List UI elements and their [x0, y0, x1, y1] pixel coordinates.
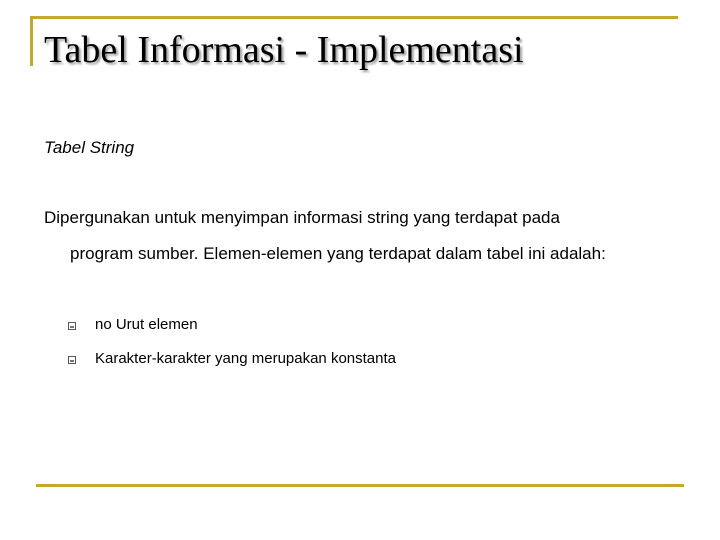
frame-bottom-rule [36, 484, 684, 487]
list-item [68, 314, 396, 335]
paragraph-line-2: program sumber. Elemen-elemen yang terdapat dalam tabel ini adalah: [70, 244, 606, 263]
list-item [68, 348, 396, 369]
square-bullet-icon [68, 356, 76, 364]
frame-top-rule [30, 16, 678, 19]
list-item-text: no Urut elemen [95, 316, 198, 333]
bullet-list [68, 314, 396, 382]
list-item-text: Karakter-karakter yang merupakan konstanta [95, 350, 396, 367]
slide-subtitle: Tabel String [44, 138, 135, 157]
square-bullet-icon [68, 322, 76, 330]
paragraph-line-1: Dipergunakan untuk menyimpan informasi string yang terdapat pada [44, 208, 560, 227]
description-paragraph [44, 208, 694, 264]
slide-title: Tabel Informasi - Implementasi [44, 29, 524, 71]
frame-left-rule [30, 16, 33, 66]
